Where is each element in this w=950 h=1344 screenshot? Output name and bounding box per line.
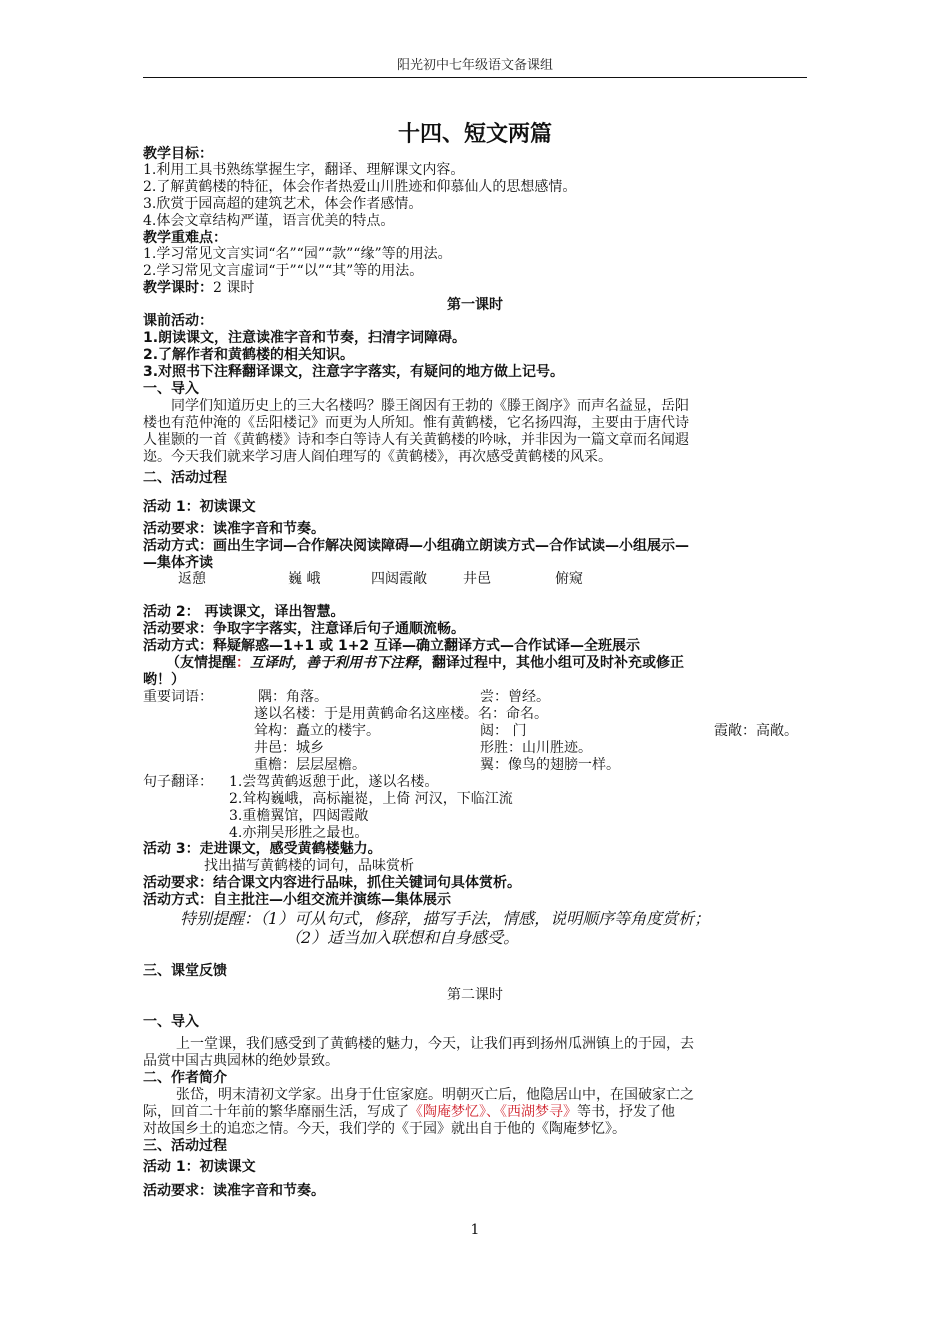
lesson2-intro-line: 品赏中国古典园林的绝妙景致。	[143, 1053, 339, 1069]
lesson1-intro-heading: 一、导入	[143, 381, 199, 397]
lesson1-heading: 第一课时	[447, 297, 503, 313]
author-line	[143, 1104, 675, 1120]
activity2-title: 活动 2： 再读课文，译出智慧。	[143, 604, 345, 620]
goals-heading: 教学目标：	[143, 146, 213, 162]
vocab-entry: 形胜：山川胜迹。	[480, 740, 592, 756]
translation-item: 4.亦荆吴形胜之最也。	[229, 825, 369, 841]
vocab-word: 井邑	[463, 571, 491, 587]
vocab-entry: 遂以名楼：于是用黄鹤命名这座楼。名：命名。	[254, 706, 548, 722]
vocab-label: 重要词语：	[143, 689, 213, 705]
translation-item: 3.重檐翼馆，四闼霞敞	[229, 808, 369, 824]
activity3-subtask: 找出描写黄鹤楼的词句，品味赏析	[204, 858, 414, 874]
pre-activity-heading: 课前活动：	[143, 313, 213, 329]
activity3-tip: 特别提醒：（1）可从句式，修辞，描写手法，情感，说明顺序等角度赏析；	[180, 909, 711, 928]
intro-paragraph-line: 人崔颢的一首《黄鹤楼》诗和李白等诗人有关黄鹤楼的吟咏，并非因为一篇文章而名闻遐	[143, 432, 689, 448]
goal-item: 4.体会文章结构严谨，语言优美的特点。	[143, 213, 395, 229]
vocab-entry: 隅：角落。	[258, 689, 328, 705]
page-header: 阳光初中七年级语文备课组	[396, 58, 553, 73]
activity1-method: 活动方式：画出生字词—合作解决阅读障碍—小组确立朗读方式—合作试读—小组展示—	[143, 538, 689, 554]
tip-italic: 互译时，善于利用书下注释	[250, 655, 418, 671]
activity2-requirement: 活动要求：争取字字落实，注意译后句子通顺流畅。	[143, 621, 465, 637]
goal-item: 3.欣赏于园高超的建筑艺术，体会作者感情。	[143, 196, 423, 212]
author-line: 张岱，明末清初文学家。出身于仕宦家庭。明朝灭亡后，他隐居山中，在国破家亡之	[176, 1087, 694, 1103]
translation-item: 1.尝驾黄鹤返憩于此，遂以名楼。	[229, 774, 439, 790]
vocab-entry: 井邑：城乡	[254, 740, 324, 756]
process-heading: 二、活动过程	[143, 470, 227, 486]
author-line: 对故国乡土的追恋之情。今天，我们学的《于园》就出自于他的《陶庵梦忆》。	[143, 1121, 626, 1137]
difficulties-heading: 教学重难点：	[143, 230, 227, 246]
activity3-method: 活动方式：自主批注—小组交流并演练—集体展示	[143, 892, 451, 908]
goal-item: 1.利用工具书熟练掌握生字，翻译、理解课文内容。	[143, 162, 465, 178]
intro-paragraph-line: 迩。今天我们就来学习唐人阎伯理写的《黄鹤楼》，再次感受黄鹤楼的风采。	[143, 449, 612, 465]
pre-activity-item: 1.朗读课文，注意读准字音和节奏，扫清字词障碍。	[143, 330, 467, 346]
activity3-title: 活动 3：走进课文，感受黄鹤楼魅力。	[143, 841, 382, 857]
vocab-entry: 霞敞：高敞。	[714, 723, 798, 739]
vocab-entry: 重檐：层层屋檐。	[254, 757, 366, 773]
translation-item: 2.耸构巍峨，高标巃嵸，上倚 河汉，下临江流	[229, 791, 513, 807]
activity2-tip-end: 哟！）	[143, 672, 185, 688]
header-rule	[143, 77, 807, 78]
tip-colon: ：	[236, 655, 250, 671]
activity1-requirement: 活动要求：读准字音和节奏。	[143, 521, 325, 537]
hours-label: 教学课时：	[143, 280, 213, 296]
tip-rest: ，翻译过程中，其他小组可及时补充或修正	[418, 655, 684, 671]
intro-paragraph-line: 楼也有范仲淹的《岳阳楼记》而更为人所知。惟有黄鹤楼，它名扬四海，主要由于唐代诗	[143, 415, 689, 431]
vocab-entry: 尝：曾经。	[480, 689, 550, 705]
difficulty-item: 1.学习常见文言实词“名”“园”“款”“缘”等的用法。	[143, 246, 452, 262]
hours-value: 2 课时	[213, 280, 255, 296]
author-line-post: 等书，抒发了他	[577, 1104, 675, 1120]
activity3-tip-cont: （2）适当加入联想和自身感受。	[285, 928, 520, 947]
page-number: 1	[470, 1222, 480, 1238]
activity1-method-cont: —集体齐读	[143, 555, 213, 571]
goal-item: 2.了解黄鹤楼的特征，体会作者热爱山川胜迹和仰慕仙人的思想感情。	[143, 179, 577, 195]
vocab-entry: 闼： 门	[480, 723, 527, 739]
vocab-word: 四闼霞敞	[371, 571, 427, 587]
tip-prefix: （友情提醒	[166, 655, 236, 671]
vocab-entry: 翼：像鸟的翅膀一样。	[480, 757, 620, 773]
vocab-word: 巍 峨	[288, 571, 321, 587]
activity1-title: 活动 1：初读课文	[143, 499, 256, 515]
feedback-heading: 三、课堂反馈	[143, 963, 227, 979]
translation-label: 句子翻译：	[143, 774, 213, 790]
activity2-method: 活动方式：释疑解惑—1+1 或 1+2 互译—确立翻译方式—合作试译—全班展示	[143, 638, 641, 654]
activity2-tip	[166, 655, 684, 671]
lesson2-activity1-title: 活动 1：初读课文	[143, 1159, 256, 1175]
vocab-entry: 耸构：矗立的楼宇。	[254, 723, 380, 739]
lesson2-activity1-requirement: 活动要求：读准字音和节奏。	[143, 1183, 325, 1199]
intro-paragraph-line: 同学们知道历史上的三大名楼吗？滕王阁因有王勃的《滕王阁序》而声名益显，岳阳	[171, 398, 689, 414]
author-books-highlight: 《陶庵梦忆》、《西湖梦寻》	[409, 1104, 577, 1120]
activity3-requirement: 活动要求：结合课文内容进行品味，抓住关键词句具体赏析。	[143, 875, 521, 891]
difficulty-item: 2.学习常见文言虚词“于”“以”“其”等的用法。	[143, 263, 424, 279]
hours-line	[143, 280, 254, 296]
vocab-word: 俯窥	[555, 571, 583, 587]
lesson2-intro-heading: 一、导入	[143, 1014, 199, 1030]
vocab-word: 返憩	[178, 571, 206, 587]
lesson2-intro-line: 上一堂课，我们感受到了黄鹤楼的魅力，今天，让我们再到扬州瓜洲镇上的于园，去	[176, 1036, 694, 1052]
pre-activity-item: 3.对照书下注释翻译课文，注意字字落实，有疑问的地方做上记号。	[143, 364, 565, 380]
author-line-pre: 际，回首二十年前的繁华靡丽生活，写成了	[143, 1104, 409, 1120]
lesson2-process-heading: 三、活动过程	[143, 1138, 227, 1154]
lesson2-heading: 第二课时	[447, 987, 503, 1003]
document-title: 十四、短文两篇	[397, 122, 552, 147]
pre-activity-item: 2.了解作者和黄鹤楼的相关知识。	[143, 347, 355, 363]
author-heading: 二、作者简介	[143, 1070, 227, 1086]
